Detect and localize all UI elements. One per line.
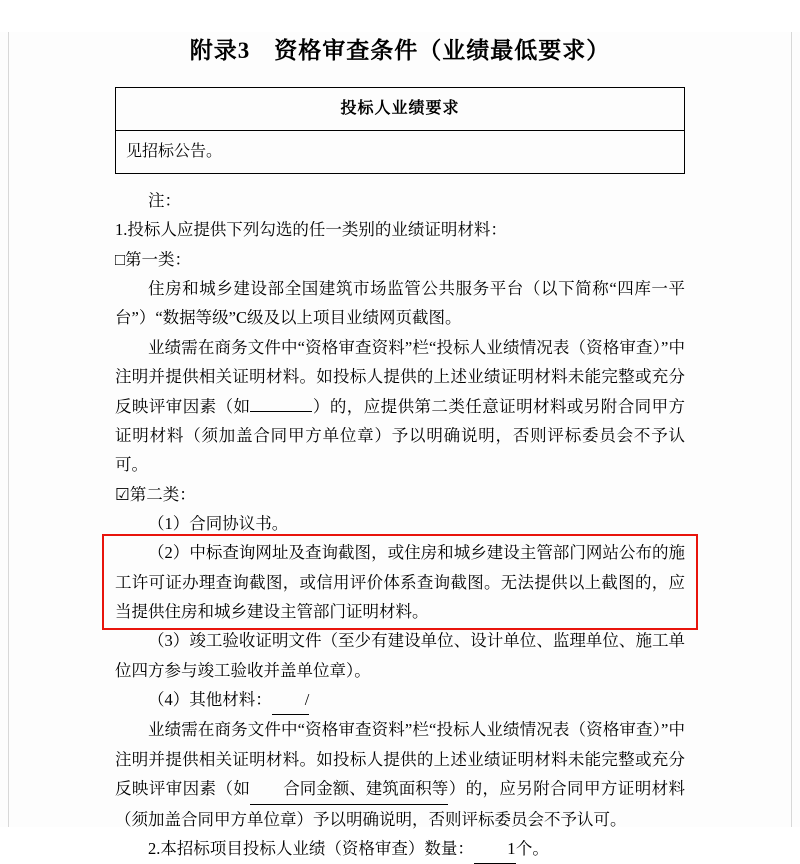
first-category-statement-part1: 业绩需在商务文件中“资格审查资料”栏“投标人业绩情况表（资格审查）”中注明并提供相关证明材料。如投标人提供的上述业绩证明材料未能完整或充分反映评审因素（如 (115, 337, 685, 416)
first-category-desc: 住房和城乡建设部全国建筑市场监管公共服务平台（以下简称“四库一平台”）“数据等级”C级及以上项目业绩网页截图。 (115, 279, 685, 328)
table-row-body (116, 131, 685, 174)
note-item-1: 1.投标人应提供下列勾选的任一类别的业绩证明材料： (115, 220, 507, 240)
second-category-statement-part2: ）的，应另附合同甲方证明材料（须加盖合同甲方单位章）予以明确说明，否则评标委员会不予认可。 (115, 779, 686, 829)
highlighted-paragraph-wrapper (115, 538, 685, 626)
document-page (0, 32, 800, 858)
first-category-statement-part2: ）的，应提供第二类任意证明材料或另附合同甲方证明材料（须加盖合同甲方单位章）予以明确说明，否则评标委员会不予认可。 (115, 396, 686, 475)
second-category-item-2: （2）中标查询网址及查询截图，或住房和城乡建设主管部门网站公布的施工许可证办理查询截图，或信用评价体系查询截图。无法提供以上截图的，应当提供住房和城乡建设主管部门证明材料。 (115, 543, 685, 622)
second-category-line (115, 480, 685, 509)
other-material-blank[interactable]: / (272, 685, 310, 715)
notes-label: 注： (148, 191, 181, 210)
evaluation-factor-blank-1[interactable] (250, 411, 312, 412)
notes-section (115, 186, 685, 864)
second-category-label: 第二类： (129, 484, 196, 504)
table-header-cell: 投标人业绩要求 (116, 88, 685, 131)
first-category-label: 第一类： (124, 249, 191, 269)
document-content (115, 87, 685, 864)
first-category-statement (115, 333, 685, 480)
second-category-item-4-label: （4）其他材料： (148, 690, 272, 710)
table-row-header (116, 88, 685, 131)
page-frame-left-border (8, 32, 9, 827)
second-category-item-4 (115, 685, 685, 715)
bidder-performance-table (115, 87, 685, 174)
page-title: 附录3 资格审查条件（业绩最低要求） (189, 38, 611, 63)
evaluation-factor-blank-2[interactable]: 合同金额、建筑面积等 (250, 774, 448, 804)
checkbox-second-category[interactable]: ☑ (115, 484, 130, 504)
note-item-2-label: 2.本招标项目投标人业绩（资格审查）数量： (148, 838, 474, 858)
note-item-2 (115, 834, 685, 864)
second-category-item-1: （1）合同协议书。 (148, 513, 289, 533)
second-category-item-3: （3）竣工验收证明文件（至少有建设单位、设计单位、监理单位、施工单位四方参与竣工验收并盖单位章）。 (115, 631, 685, 680)
second-category-statement-part1: 业绩需在商务文件中“资格审查资料”栏“投标人业绩情况表（资格审查）”中注明并提供相关证明材料。如投标人提供的上述业绩证明材料未能完整或充分反映评审因素（如 (115, 720, 685, 799)
table-body-cell: 见招标公告。 (116, 131, 685, 174)
performance-quantity-blank[interactable]: 1 (474, 834, 516, 864)
checkbox-first-category[interactable]: □ (115, 249, 125, 269)
note-item-2-suffix: 个。 (515, 838, 549, 858)
second-category-statement (115, 715, 685, 833)
page-frame-right-border (791, 32, 792, 827)
first-category-line (115, 245, 685, 274)
